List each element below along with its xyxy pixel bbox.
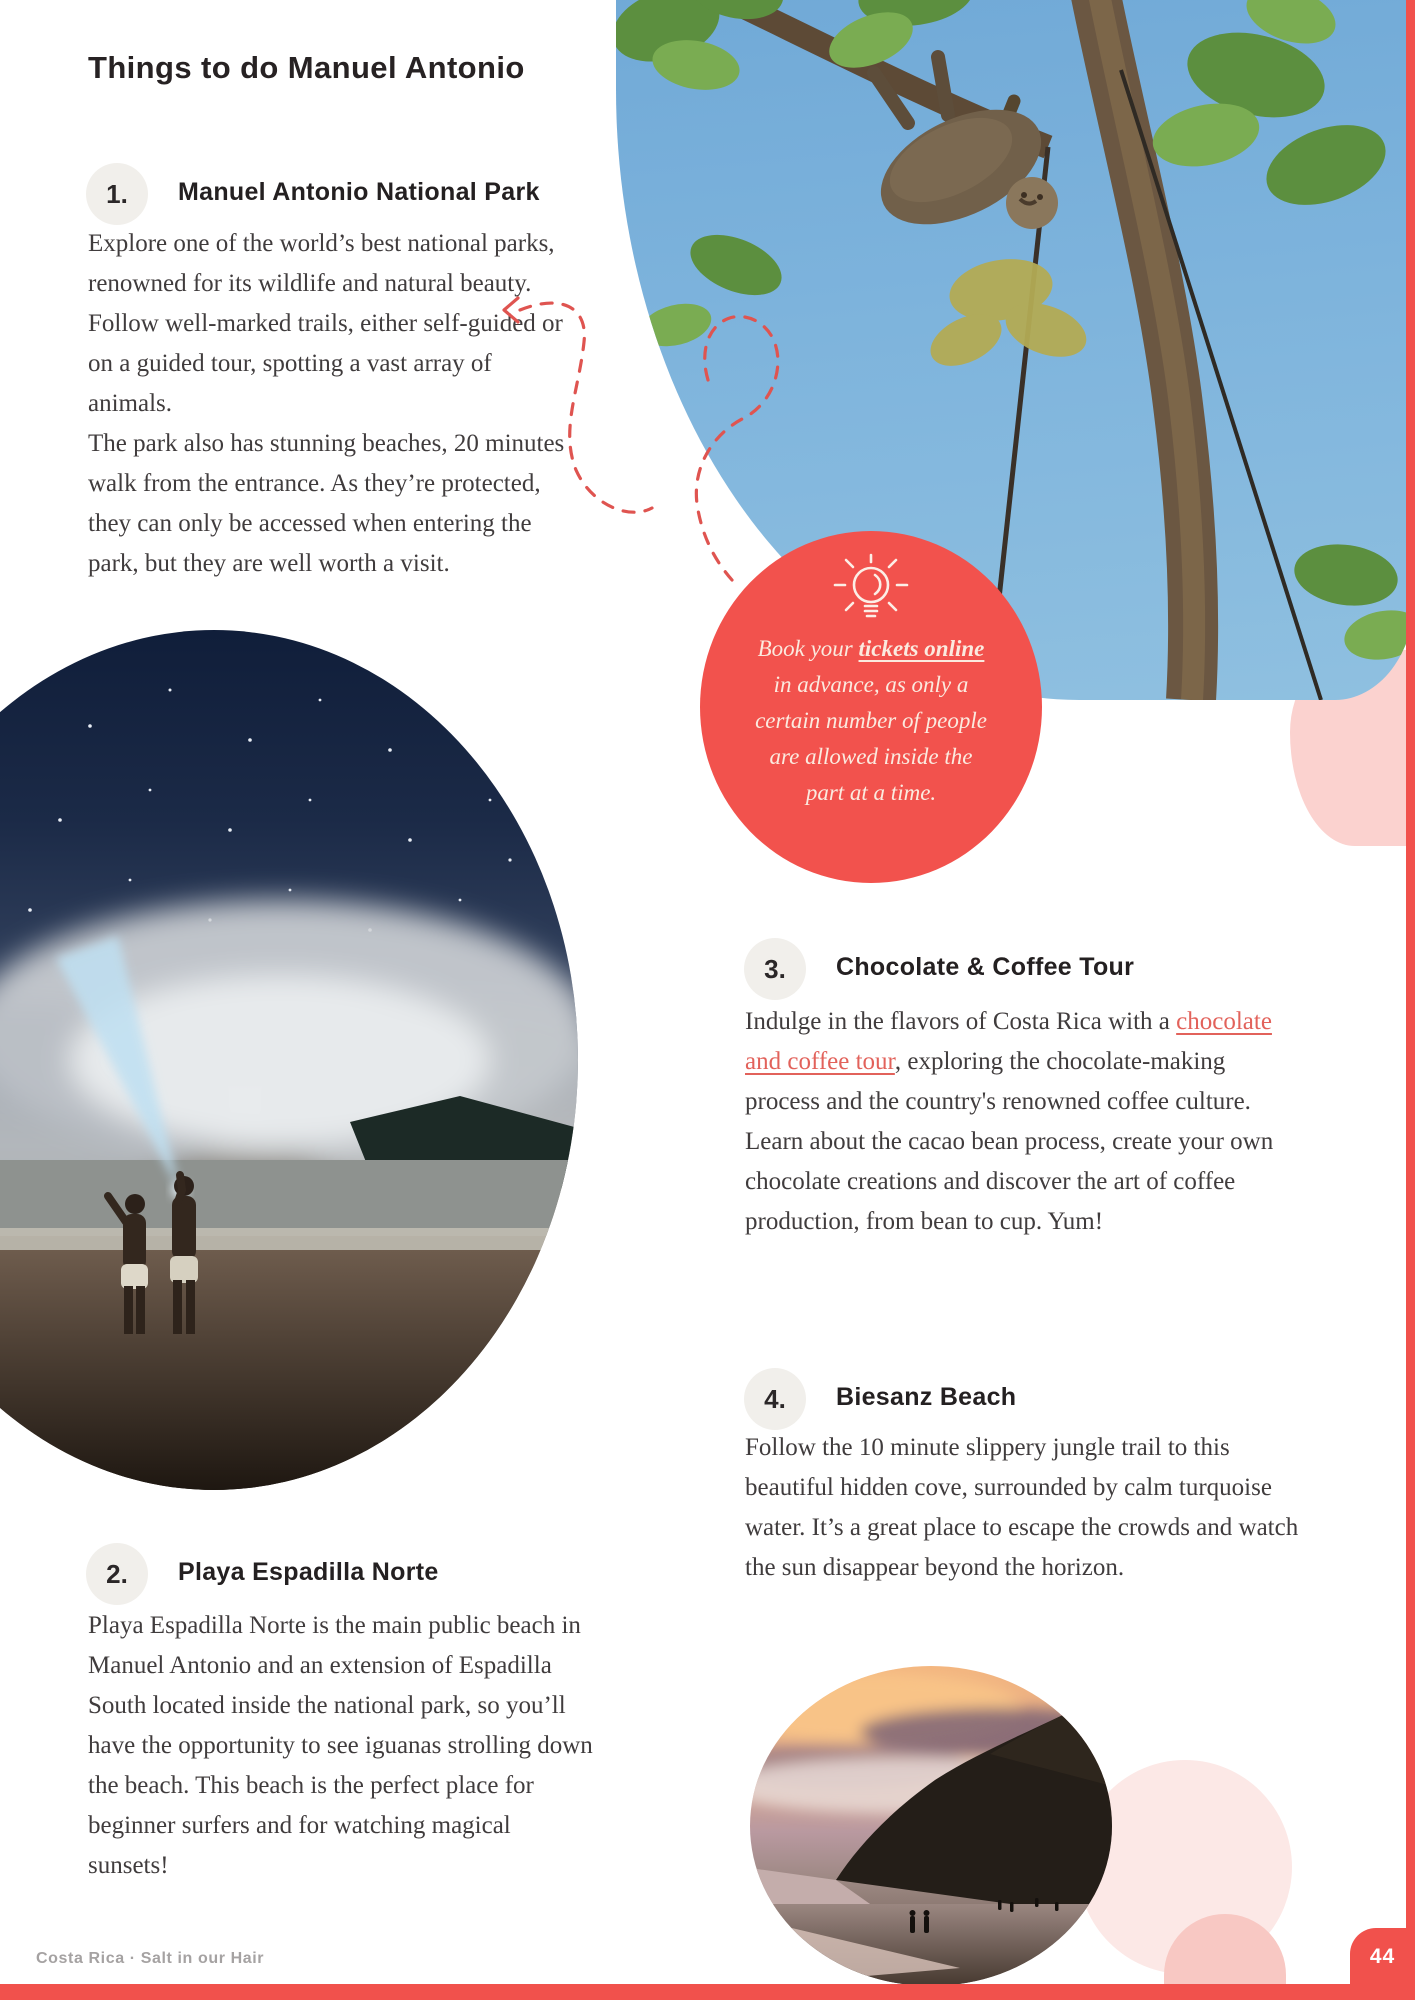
section-4-paragraph: Follow the 10 minute slippery jungle trail to this beautiful hidden cove, surrounded by calm turquoise water. It’s a great place to escape the crowds and watch the sun disappear beyond the horizon. bbox=[745, 1434, 1299, 1581]
tickets-online-link[interactable]: tickets online bbox=[858, 636, 985, 661]
bottom-border bbox=[0, 1984, 1415, 2000]
sunset-beach-photo bbox=[750, 1666, 1112, 1986]
section-2-number: 2. bbox=[106, 1558, 128, 1589]
tip-text-before-link: Book your bbox=[757, 636, 859, 661]
page-number: 44 bbox=[1369, 1945, 1396, 1968]
section-1-badge bbox=[86, 163, 148, 225]
section-4-badge bbox=[744, 1368, 806, 1430]
sloth-photo bbox=[616, 0, 1415, 700]
section-2-heading: Playa Espadilla Norte bbox=[178, 1558, 439, 1586]
section-1-number: 1. bbox=[106, 178, 128, 209]
section-1-paragraph bbox=[88, 224, 570, 584]
section-1-heading: Manuel Antonio National Park bbox=[178, 178, 540, 206]
chocolate-tour-link[interactable]: chocolate and coffee tour bbox=[745, 1008, 1272, 1075]
section-3-number: 3. bbox=[764, 953, 786, 984]
section-1-paragraph-part2: The park also has stunning beaches, 20 minutes walk from the entrance. As they’re protected, they can only be accessed when entering the park, but they are well worth a visit. bbox=[88, 430, 565, 577]
night-beach-illustration bbox=[0, 630, 578, 1490]
tip-text bbox=[755, 631, 987, 811]
night-beach-photo bbox=[0, 630, 578, 1490]
section-3-text-after-link: , exploring the chocolate-making process and the country's renowned coffee culture. Learn about the cacao bean process, create your own chocolate creations and discover the art of coffee production, from bean to cup. Yum! bbox=[745, 1048, 1274, 1235]
section-3-paragraph bbox=[745, 1002, 1293, 1242]
section-2-paragraph: Playa Espadilla Norte is the main public beach in Manuel Antonio and an extension of Espadilla South located inside the national park, so you’ll have the opportunity to see iguanas strolling down the beach. This beach is the perfect place for beginner surfers and for watching magical sunsets! bbox=[88, 1612, 593, 1879]
section-3-heading: Chocolate & Coffee Tour bbox=[836, 953, 1135, 981]
footer-credit: Costa Rica · Salt in our Hair bbox=[36, 1950, 265, 1967]
sunset-beach-illustration bbox=[750, 1666, 1112, 1986]
section-2-badge bbox=[86, 1543, 148, 1605]
page-title: Things to do Manuel Antonio bbox=[88, 50, 525, 85]
section-3-text-before-link: Indulge in the flavors of Costa Rica with a bbox=[745, 1008, 1177, 1035]
tip-bubble bbox=[700, 531, 1042, 883]
right-border bbox=[1406, 0, 1415, 2000]
tip-text-after-link: in advance, as only a certain number of people are allowed inside the part at a time. bbox=[755, 672, 987, 805]
section-4-heading: Biesanz Beach bbox=[836, 1383, 1017, 1411]
section-4-number: 4. bbox=[764, 1383, 786, 1414]
sloth-photo-illustration bbox=[616, 0, 1415, 700]
lightbulb-icon bbox=[825, 551, 917, 629]
section-3-badge bbox=[744, 938, 806, 1000]
section-1-paragraph-part1: Explore one of the world’s best national parks, renowned for its wildlife and natural beauty. Follow well-marked trails, either self-guided or on a guided tour, spotting a vast array of animals. bbox=[88, 230, 563, 417]
